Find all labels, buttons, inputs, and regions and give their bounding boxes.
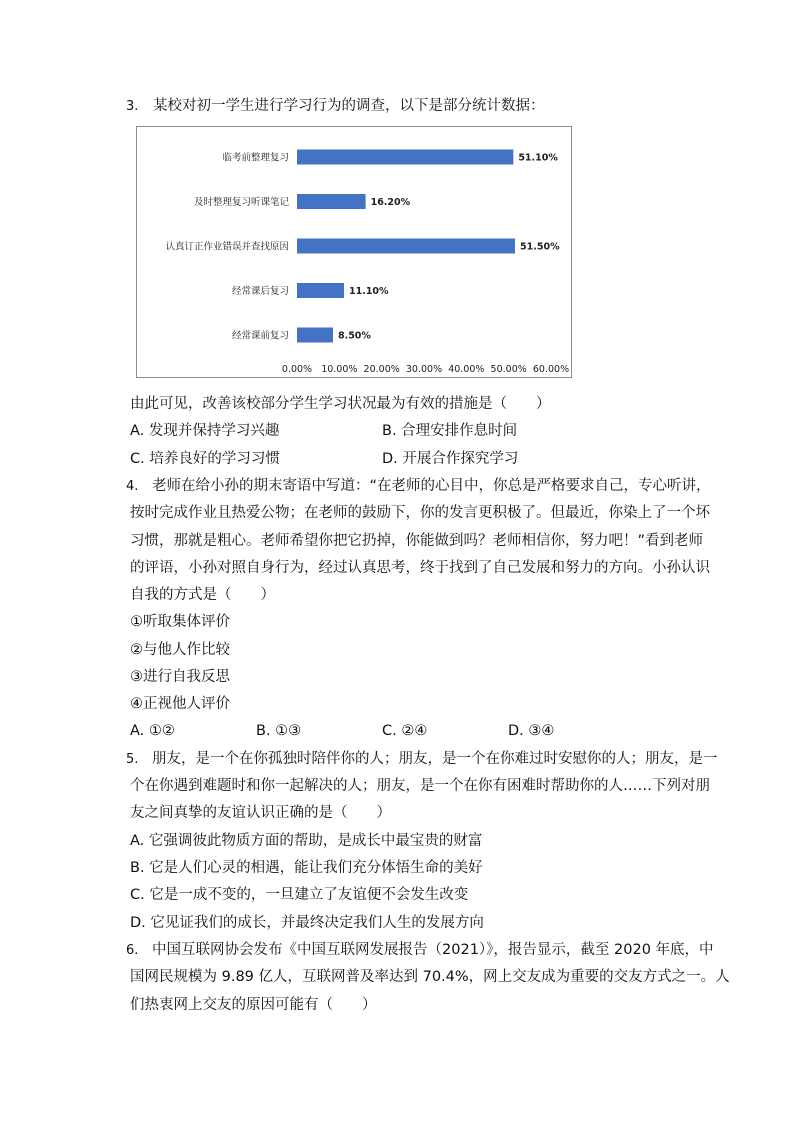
survey-bar-chart bbox=[136, 126, 572, 378]
question-5-number: 5. bbox=[126, 752, 139, 767]
question-5-line-2: 个在你遇到难题时和你一起解决的人；朋友，是一个在你有困难时帮助你的人……下列对朋 bbox=[130, 778, 710, 794]
data-bar bbox=[297, 150, 513, 165]
question-5-line-1 bbox=[126, 749, 718, 770]
question-3-option-b: B. 合理安排作息时间 bbox=[382, 423, 518, 439]
value-label: 11.10% bbox=[348, 286, 389, 297]
question-6-number: 6. bbox=[126, 943, 139, 958]
category-label: 经常课后复习 bbox=[231, 286, 289, 297]
question-4-option-d: D. ③④ bbox=[508, 723, 555, 739]
x-tick-label: 10.00% bbox=[321, 364, 358, 375]
value-label: 51.50% bbox=[520, 241, 560, 253]
question-4-option-c: C. ②④ bbox=[382, 723, 428, 739]
question-5-text-1: 朋友，是一个在你孤独时陪伴你的人；朋友，是一个在你难过时安慰你的人；朋友，是一 bbox=[152, 751, 718, 767]
question-3-stem-line bbox=[126, 96, 545, 117]
x-tick-label: 30.00% bbox=[405, 364, 443, 375]
value-label: 16.20% bbox=[370, 197, 411, 208]
question-3-option-a: A. 发现并保持学习兴趣 bbox=[130, 423, 280, 439]
category-label: 认真订正作业错误并查找原因 bbox=[165, 241, 289, 253]
question-3-stem: 某校对初一学生进行学习行为的调查，以下是部分统计数据： bbox=[153, 98, 545, 114]
bar-chart-svg bbox=[137, 127, 571, 377]
category-label: 临考前整理复习 bbox=[222, 152, 289, 164]
question-3-prompt: 由此可见，改善该校部分学生学习状况最为有效的措施是（ ） bbox=[130, 396, 551, 412]
question-4-line-5: 自我的方式是（ ） bbox=[130, 587, 275, 603]
question-3-option-c: C. 培养良好的学习习惯 bbox=[130, 451, 280, 467]
question-6-line-2: 国网民规模为 9.89 亿人，互联网普及率达到 70.4%，网上交友成为重要的交友方式之一。人 bbox=[130, 969, 730, 985]
question-4-item-1: ①听取集体评价 bbox=[130, 614, 230, 630]
value-label: 51.10% bbox=[518, 152, 558, 164]
question-3-option-d: D. 开展合作探究学习 bbox=[382, 451, 519, 467]
x-tick-label: 40.00% bbox=[448, 364, 485, 375]
question-6-text-1: 中国互联网协会发布《中国互联网发展报告（2021）》，报告显示，截至 2020 年底，中 bbox=[152, 942, 714, 958]
question-5-line-3: 友之间真挚的友谊认识正确的是（ ） bbox=[130, 805, 391, 821]
question-4-text-1: 老师在给小孙的期末寄语中写道：“在老师的心目中，你总是严格要求自己，专心听讲， bbox=[152, 478, 711, 494]
question-5-option-d: D. 它见证我们的成长，并最终决定我们人生的发展方向 bbox=[130, 915, 484, 931]
data-bar bbox=[297, 328, 333, 343]
question-5-option-b: B. 它是人们心灵的相遇，能让我们充分体悟生命的美好 bbox=[130, 860, 483, 876]
question-3-number: 3. bbox=[126, 99, 139, 114]
data-bar bbox=[297, 239, 515, 254]
question-4-line-3: 习惯，那就是粗心。老师希望你把它扔掉，你能做到吗？老师相信你，努力吧！”看到老师 bbox=[130, 533, 704, 549]
question-4-line-1 bbox=[126, 476, 711, 497]
question-5-option-c: C. 它是一成不变的，一旦建立了友谊便不会发生改变 bbox=[130, 887, 469, 903]
x-tick-label: 0.00% bbox=[281, 364, 313, 375]
question-4-item-3: ③进行自我反思 bbox=[130, 669, 230, 685]
category-label: 经常课前复习 bbox=[231, 330, 289, 342]
x-tick-label: 50.00% bbox=[490, 364, 527, 375]
question-4-line-2: 按时完成作业且热爱公物；在老师的鼓励下，你的发言更积极了。但最近，你染上了一个坏 bbox=[130, 505, 710, 521]
data-bar bbox=[297, 283, 344, 298]
question-6-line-3: 们热衷网上交友的原因可能有（ ） bbox=[130, 997, 377, 1013]
question-5-option-a: A. 它强调彼此物质方面的帮助，是成长中最宝贵的财富 bbox=[130, 833, 483, 849]
question-6-line-1 bbox=[126, 940, 714, 961]
question-4-option-b: B. ①③ bbox=[256, 723, 302, 739]
question-4-item-4: ④正视他人评价 bbox=[130, 696, 230, 712]
question-4-line-4: 的评语，小孙对照自身行为，经过认真思考，终于找到了自己发展和努力的方向。小孙认识 bbox=[130, 560, 710, 576]
value-label: 8.50% bbox=[337, 330, 371, 342]
x-tick-label: 60.00% bbox=[532, 364, 570, 375]
category-label: 及时整理复习听课笔记 bbox=[193, 197, 289, 208]
question-4-number: 4. bbox=[126, 479, 139, 494]
question-4-option-a: A. ①② bbox=[130, 723, 175, 739]
x-tick-label: 20.00% bbox=[363, 364, 400, 375]
question-4-item-2: ②与他人作比较 bbox=[130, 642, 230, 658]
data-bar bbox=[297, 194, 366, 209]
